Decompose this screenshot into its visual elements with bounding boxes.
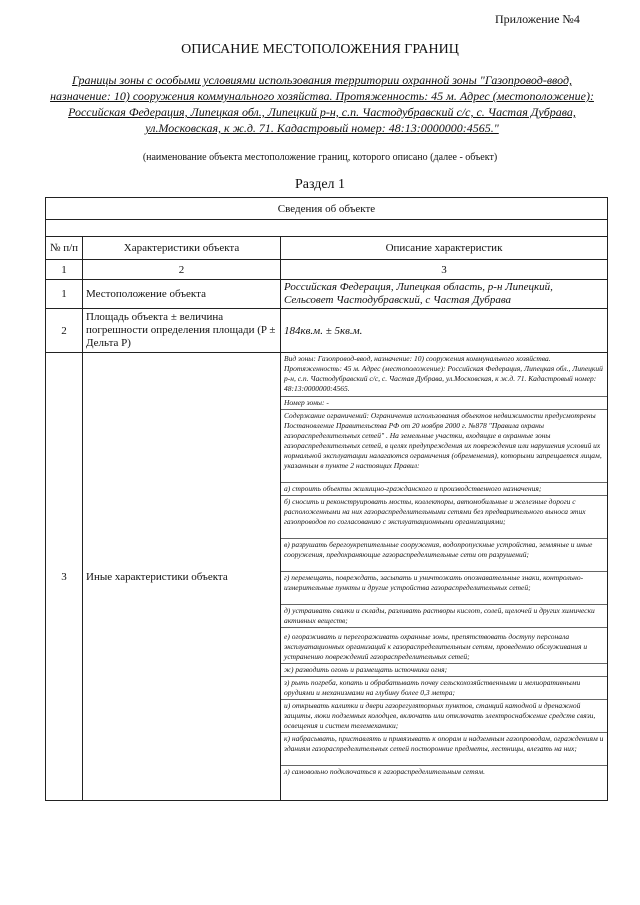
object-note: (наименование объекта местоположение границ, которого описано (далее - объект) xyxy=(142,152,498,163)
object-description: Границы зоны с особыми условиями использования территории охранной зоны "Газопровод-ввод, назначение: 10) сооружения коммунального хозяйства. Протяженность: 45 м. Адрес (местоположение): Российская Федерация, Липецкая обл., Липецкий р-н, с.п. Частодубравский с/с, с. Частая Дубрава, ул.Московская, к ж.д. 71. Кадастровый номер: 48:13:0000000:4565." xyxy=(50,73,594,135)
row-char: Площадь объекта ± величина погрешности определения площади (P ± Дельта P) xyxy=(83,309,281,353)
restriction-item: и) открывать калитки и двери газорегуляторных пунктов, станций катодной и дренажной защиты, люки подземных колодцев, включать или отключать электроснабжение средств связи, освещения и систем телемеханики; xyxy=(281,700,607,733)
restriction-item: з) рыть погреба, копать и обрабатывать почву сельскохозяйственными и мелиоративными орудиями и механизмами на глубину более 0,3 метра; xyxy=(281,677,607,700)
restriction-item: б) сносить и реконструировать мосты, коллекторы, автомобильные и железные дороги с расположенными на них газораспределительными сетями без предварительного выноса этих газопроводов по согласованию с эксплуатационными организациями; xyxy=(281,496,607,539)
row-desc: 184кв.м. ± 5кв.м. xyxy=(281,309,608,353)
index-3: 3 xyxy=(281,260,608,280)
header-num: № п/п xyxy=(46,237,83,260)
table-caption-row xyxy=(46,198,608,220)
object-info-table xyxy=(45,197,608,801)
zone-number-text: Номер зоны: - xyxy=(281,397,607,410)
page-title: ОПИСАНИЕ МЕСТОПОЛОЖЕНИЯ ГРАНИЦ xyxy=(181,42,459,57)
restriction-item: ж) разводить огонь и размещать источники огня; xyxy=(281,664,607,677)
section-title: Раздел 1 xyxy=(294,177,346,192)
index-2: 2 xyxy=(83,260,281,280)
row-char: Иные характеристики объекта xyxy=(83,353,281,801)
restrictions-list xyxy=(281,353,607,778)
table-spacer xyxy=(46,220,608,237)
table-header-row xyxy=(46,237,608,260)
row-num: 2 xyxy=(46,309,83,353)
row-num: 1 xyxy=(46,280,83,309)
header-char: Характеристики объекта xyxy=(83,237,281,260)
appendix-label: Приложение №4 xyxy=(495,12,580,26)
restriction-item: г) перемещать, повреждать, засыпать и уничтожать опознавательные знаки, контрольно-измерительные пункты и другие устройства газораспределительных сетей; xyxy=(281,572,607,605)
table-row xyxy=(46,353,608,801)
table-index-row xyxy=(46,260,608,280)
row-desc: Российская Федерация, Липецкая область, р-н Липецкий, Сельсовет Частодубравский, с Частая Дубрава xyxy=(284,281,553,306)
row-char: Местоположение объекта xyxy=(83,280,281,309)
table-row xyxy=(46,280,608,309)
restrictions-content-text: Содержание ограничений: Ограничения использования объектов недвижимости предусмотрены Постановление Правительства РФ от 20 ноября 2000 г. №878 "Правила охраны газораспределительных сетей" . На земельные участки, входящие в охранные зоны газораспределительных сетей, в целях предупреждения их повреждения или нарушения условий их нормальной эксплуатации налагаются ограничения (обременения), которыми запрещается лицам, указанным в пункте 2 настоящих Правил: xyxy=(281,410,607,483)
restriction-item: д) устраивать свалки и склады, разливать растворы кислот, солей, щелочей и других химически активных веществ; xyxy=(281,605,607,628)
table-spacer-row xyxy=(46,220,608,237)
restriction-item: в) разрушать берегоукрепительные сооружения, водопропускные устройства, земляные и иные сооружения, предохраняющие газораспределительные сети от разрушений; xyxy=(281,539,607,572)
header-desc: Описание характеристик xyxy=(281,237,608,260)
index-1: 1 xyxy=(46,260,83,280)
restriction-item: л) самовольно подключаться к газораспределительным сетям. xyxy=(284,767,485,776)
restriction-item: е) огораживать и перегораживать охранные зоны, препятствовать доступу персонала эксплуатационных организаций к газораспределительным сетям, проведению обслуживания и устранению повреждений газораспределительных сетей; xyxy=(281,628,607,664)
row-num: 3 xyxy=(46,353,83,801)
restriction-item: к) набрасывать, приставлять и привязывать к опорам и надземным газопроводам, ограждениям и зданиям газораспределительных сетей посторонние предметы, лестницы, влезать на них; xyxy=(281,733,607,766)
table-caption: Сведения об объекте xyxy=(46,198,608,220)
table-row xyxy=(46,309,608,353)
restriction-item: а) строить объекты жилищно-гражданского и производственного назначения; xyxy=(281,483,607,496)
zone-type-text: Вид зоны: Газопровод-ввод, назначение: 10) сооружения коммунального хозяйства. Протяженность: 45 м. Адрес (местоположение): Российская Федерация, Липецкая обл., Липецкий р-н, с.п. Частодубравский с/с, с. Частая Дубрава, ул.Московская, к ж.д. 71. Кадастровый номер: 48:13:0000000:4565. xyxy=(281,353,607,397)
